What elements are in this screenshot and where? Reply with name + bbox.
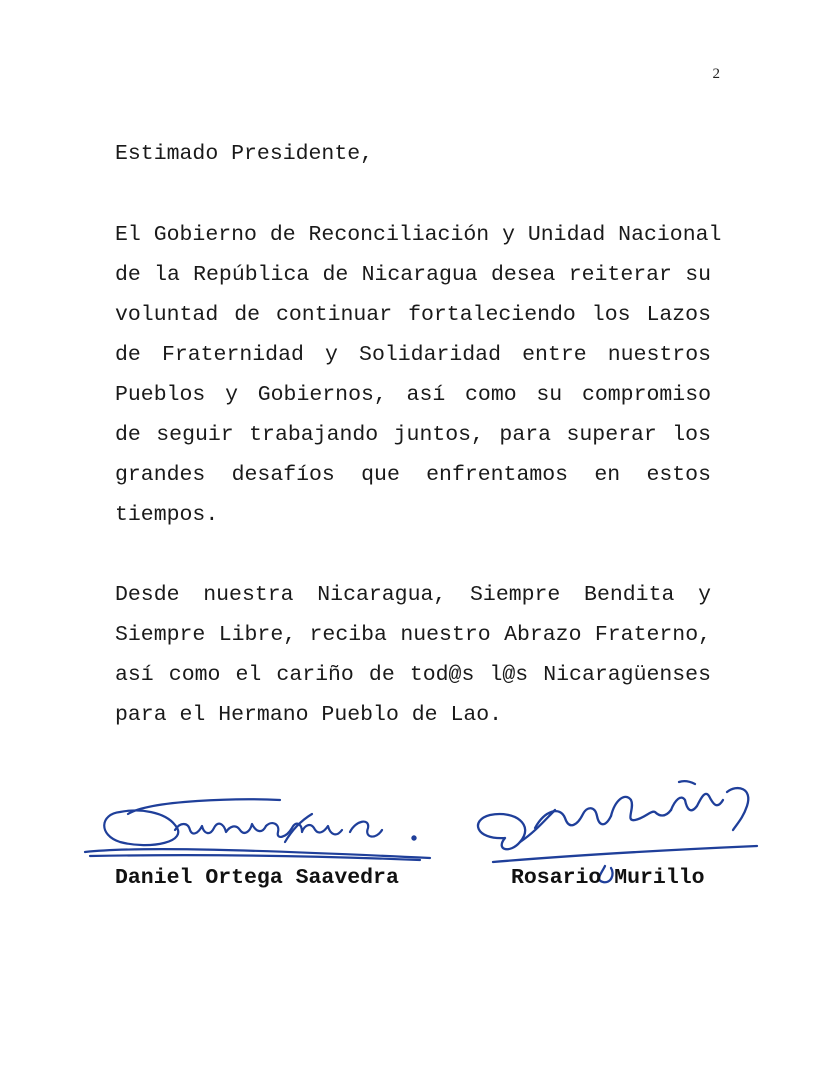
paragraph-line: grandes desafíos que enfrentamos en estos — [115, 463, 711, 487]
paragraph-line: Siempre Libre, reciba nuestro Abrazo Fraterno, — [115, 623, 711, 647]
paragraph-line: de Fraternidad y Solidaridad entre nuestros — [115, 343, 711, 367]
paragraph-line: voluntad de continuar fortaleciendo los Lazos — [115, 303, 711, 327]
signer-name-daniel-ortega: Daniel Ortega Saavedra — [115, 866, 399, 890]
body-paragraph-2 — [115, 575, 711, 735]
paragraph-line: Pueblos y Gobiernos, así como su compromiso — [115, 383, 711, 407]
paragraph-line: así como el cariño de tod@s l@s Nicaragüenses — [115, 663, 711, 687]
signer-name-rosario-murillo: Rosario Murillo — [511, 866, 705, 890]
signature-block-rosario-murillo — [465, 770, 765, 900]
handwritten-signature-daniel-ortega — [80, 790, 440, 870]
paragraph-line: para el Hermano Pueblo de Lao. — [115, 703, 503, 727]
paragraph-line: de la República de Nicaragua desea reiterar su — [115, 263, 711, 287]
signature-block-daniel-ortega — [80, 790, 440, 900]
page-number: 2 — [712, 66, 720, 82]
paragraph-line: tiempos. — [115, 503, 219, 527]
paragraph-line: Desde nuestra Nicaragua, Siempre Bendita y — [115, 583, 711, 607]
salutation: Estimado Presidente, — [115, 142, 374, 166]
paragraph-line: de seguir trabajando juntos, para superar los — [115, 423, 711, 447]
body-paragraph-1 — [115, 215, 722, 535]
paragraph-line: El Gobierno de Reconciliación y Unidad Nacional — [115, 223, 722, 247]
